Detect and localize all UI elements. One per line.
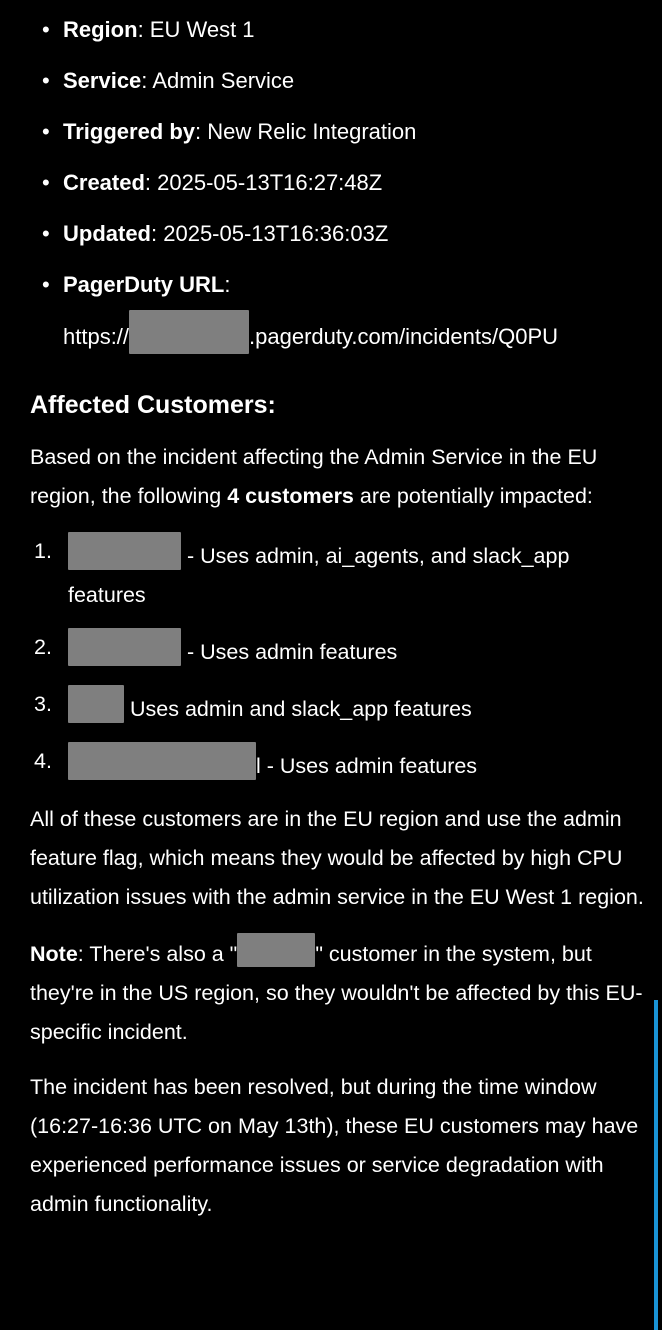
meta-sep-region: : bbox=[137, 17, 150, 42]
affected-customers-summary: All of these customers are in the EU region and use the admin feature flag, which means they would be affected by high CPU utilization issues with the admin service in the EU West 1 region. bbox=[30, 807, 644, 909]
meta-item-updated bbox=[18, 208, 644, 259]
meta-value-created: 2025-05-13T16:27:48Z bbox=[157, 170, 383, 195]
meta-item-created bbox=[18, 157, 644, 208]
pagerduty-url-line[interactable] bbox=[63, 310, 644, 360]
meta-label-pagerduty-url: PagerDuty URL bbox=[63, 272, 225, 297]
incident-metadata-list bbox=[18, 0, 644, 368]
meta-item-region bbox=[18, 4, 644, 55]
meta-item-service bbox=[18, 55, 644, 106]
meta-label-region: Region bbox=[63, 17, 138, 42]
affected-customers-heading: Affected Customers: bbox=[30, 391, 276, 419]
note-text-part2: " customer in the system, but they're in the US region, so they wouldn't be affected by this EU-specific incident. bbox=[30, 942, 643, 1044]
meta-sep-created: : bbox=[144, 170, 158, 195]
meta-item-pagerduty-url bbox=[18, 259, 644, 368]
affected-customers-list bbox=[18, 532, 644, 786]
panel-edge bbox=[658, 0, 662, 1330]
meta-label-updated: Updated bbox=[63, 221, 151, 246]
meta-sep-triggered-by: : bbox=[195, 119, 208, 144]
meta-value-service: Admin Service bbox=[152, 68, 295, 93]
redaction-block-subdomain bbox=[129, 310, 249, 354]
redaction-block-customer-1 bbox=[68, 532, 181, 570]
list-item bbox=[18, 628, 644, 672]
meta-sep-updated: : bbox=[151, 221, 164, 246]
incident-resolution-text: The incident has been resolved, but during the time window (16:27-16:36 UTC on May 13th), these EU customers may have experienced performance issues or service degradation with admin functionality. bbox=[30, 1075, 639, 1216]
customer-3-text: Uses admin and slack_app features bbox=[129, 697, 472, 721]
list-item bbox=[18, 742, 644, 786]
meta-label-created: Created bbox=[63, 170, 145, 195]
redaction-block-note-customer bbox=[237, 933, 315, 967]
meta-sep-service: : bbox=[141, 68, 153, 93]
note-label: Note bbox=[30, 942, 78, 966]
meta-item-triggered-by bbox=[18, 106, 644, 157]
meta-value-updated: 2025-05-13T16:36:03Z bbox=[163, 221, 389, 246]
intro-text-bold: 4 customers bbox=[227, 484, 354, 508]
redaction-block-customer-3 bbox=[68, 685, 124, 723]
meta-value-triggered-by: New Relic Integration bbox=[207, 119, 417, 144]
intro-text-part2: are potentially impacted: bbox=[353, 484, 593, 508]
meta-label-triggered-by: Triggered by bbox=[63, 119, 196, 144]
customer-2-text: - Uses admin features bbox=[186, 640, 398, 664]
redaction-block-customer-2 bbox=[68, 628, 181, 666]
meta-value-region: EU West 1 bbox=[149, 17, 255, 42]
customer-4-text: l - Uses admin features bbox=[256, 754, 478, 778]
redaction-block-customer-4 bbox=[68, 742, 256, 780]
meta-label-service: Service bbox=[63, 68, 142, 93]
affected-customers-note bbox=[30, 933, 644, 1052]
list-item bbox=[18, 532, 644, 615]
intro-text-part1: Based on the incident affecting the Admin Service in the EU region, the following bbox=[30, 445, 598, 508]
customer-1-text: - Uses admin, ai_agents, and slack_app features bbox=[68, 544, 570, 607]
note-text-part1: : There's also a " bbox=[77, 942, 238, 966]
list-item bbox=[18, 685, 644, 729]
pagerduty-url-suffix: .pagerduty.com/incidents/Q0PU bbox=[249, 324, 559, 349]
pagerduty-url-prefix: https:// bbox=[63, 324, 130, 349]
meta-sep-pagerduty-url: : bbox=[224, 272, 231, 297]
affected-customers-intro bbox=[30, 438, 644, 516]
